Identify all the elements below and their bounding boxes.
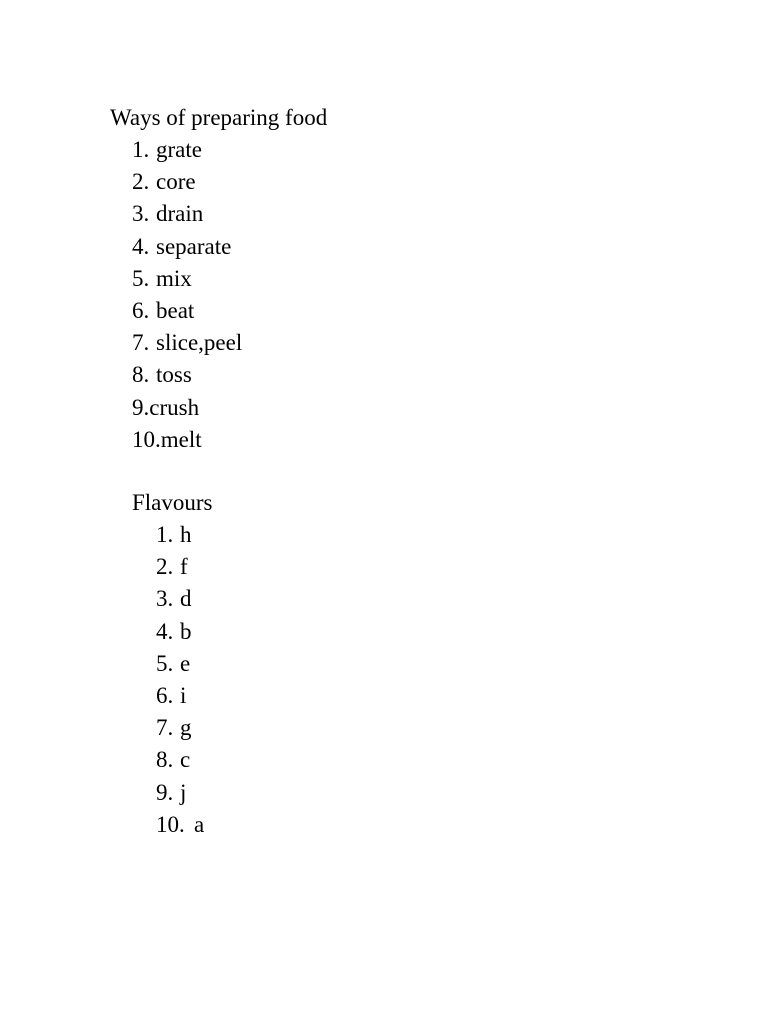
item-number: 7.: [156, 715, 174, 741]
item-text: g: [180, 715, 192, 741]
item-number: 3.: [132, 201, 150, 227]
list-item: [132, 392, 242, 424]
item-number: 5.: [156, 650, 174, 676]
list-item: [156, 680, 204, 712]
list-item: [132, 327, 242, 359]
list-item: [156, 551, 204, 583]
list-item: [156, 809, 204, 841]
list-item: [156, 519, 204, 551]
item-text: c: [180, 747, 191, 773]
item-text: slice,peel: [156, 330, 243, 356]
item-text: a: [194, 811, 205, 837]
item-number: 4.: [132, 233, 150, 259]
flavours-heading: Flavours: [132, 490, 213, 515]
item-text: mix: [156, 265, 192, 291]
item-number: 8.: [132, 362, 150, 388]
item-text: e: [180, 650, 191, 676]
item-text: b: [180, 618, 192, 644]
item-number: 2.: [132, 169, 150, 195]
preparing-list: [132, 134, 242, 456]
item-number: 1.: [156, 522, 174, 547]
list-item: [132, 263, 242, 295]
list-item: [132, 166, 242, 198]
item-text: h: [180, 522, 192, 547]
item-text: separate: [156, 233, 232, 259]
item-text: j: [180, 779, 187, 805]
list-item: [156, 777, 204, 809]
list-item: [156, 583, 204, 615]
item-text: beat: [156, 297, 195, 323]
item-text: melt: [160, 426, 202, 452]
item-text: crush: [149, 394, 200, 420]
item-text: f: [180, 554, 188, 580]
list-item: [132, 134, 242, 166]
list-item: [132, 198, 242, 230]
item-number: 7.: [132, 330, 150, 356]
list-item: [156, 648, 204, 680]
item-text: i: [180, 682, 187, 708]
list-item: [156, 712, 204, 744]
list-item: [156, 616, 204, 648]
item-number: 10.: [132, 426, 161, 452]
item-number: 8.: [156, 747, 174, 773]
item-number: 3.: [156, 586, 174, 612]
item-text: core: [156, 169, 196, 195]
item-text: d: [180, 586, 192, 612]
list-item: [156, 744, 204, 776]
item-text: toss: [156, 362, 192, 388]
item-number: 9.: [156, 779, 174, 805]
item-number: 5.: [132, 265, 150, 291]
item-number: 9.: [132, 394, 150, 420]
item-text: grate: [156, 137, 202, 162]
item-number: 1.: [132, 137, 150, 162]
item-number: 10.: [156, 811, 185, 837]
item-number: 4.: [156, 618, 174, 644]
item-text: drain: [156, 201, 204, 227]
list-item: [132, 231, 242, 263]
preparing-heading: Ways of preparing food: [110, 105, 328, 130]
list-item: [132, 295, 242, 327]
item-number: 2.: [156, 554, 174, 580]
flavours-list: [156, 519, 204, 841]
list-item: [132, 359, 242, 391]
item-number: 6.: [132, 297, 150, 323]
list-item: [132, 424, 242, 456]
item-number: 6.: [156, 682, 174, 708]
